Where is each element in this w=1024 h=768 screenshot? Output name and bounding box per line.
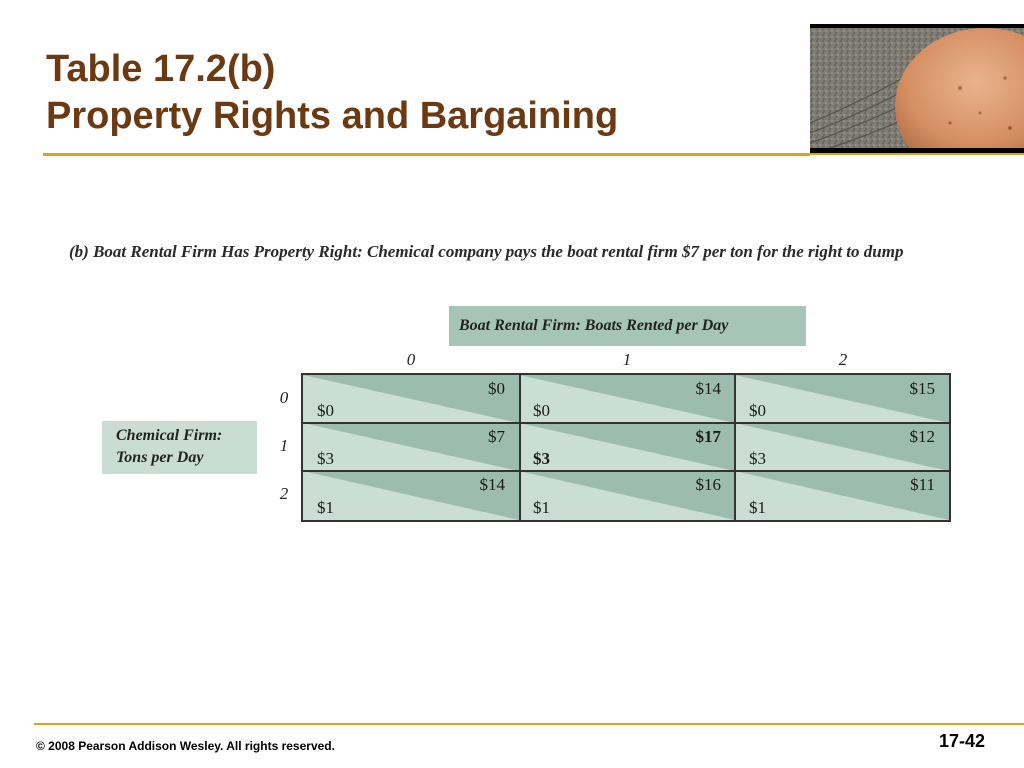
slide-title-line1: Table 17.2(b) (46, 48, 276, 90)
chemical-payoff: $0 (317, 401, 334, 420)
column-number-2: 2 (838, 350, 848, 369)
table-cell-r0-c0 (303, 375, 519, 423)
row-number-1: 1 (279, 436, 289, 455)
column-divider (519, 375, 521, 520)
slide-title-line2: Property Rights and Bargaining (46, 95, 619, 137)
title-divider-right (810, 153, 1024, 155)
boat-payoff: $14 (479, 475, 505, 494)
boat-payoff: $17 (695, 427, 721, 446)
column-divider (734, 375, 736, 520)
boat-payoff: $14 (695, 379, 721, 398)
title-divider (43, 153, 810, 156)
boat-payoff: $7 (488, 427, 505, 446)
row-divider (303, 470, 949, 472)
row-header-line2: Tons per Day (116, 449, 204, 466)
row-divider (303, 422, 949, 424)
chemical-payoff: $1 (317, 498, 334, 517)
boat-payoff: $15 (909, 379, 935, 398)
table-cell-r1-c2 (735, 423, 949, 471)
chemical-payoff: $3 (317, 449, 334, 468)
table-caption: (b) Boat Rental Firm Has Property Right: Chemical company pays the boat rental firm $7 per ton for the right to dump (69, 242, 904, 261)
table-cell-r0-c2 (735, 375, 949, 423)
table-cell-r0-c1 (519, 375, 735, 423)
table-cell-r1-c0 (303, 423, 519, 471)
column-number-0: 0 (406, 350, 416, 369)
slide-number: 17-42 (939, 731, 986, 751)
chemical-payoff: $1 (749, 498, 766, 517)
boat-payoff: $16 (695, 475, 721, 494)
table-cell-r1-c1 (519, 423, 735, 471)
footer-divider (34, 723, 1024, 725)
column-header-label: Boat Rental Firm: Boats Rented per Day (449, 306, 806, 346)
chemical-payoff: $0 (533, 401, 550, 420)
row-number-2: 2 (279, 484, 289, 503)
row-number-0: 0 (279, 388, 289, 407)
chemical-payoff: $1 (533, 498, 550, 517)
rock-sand-photo (810, 24, 1024, 153)
row-header-label (102, 421, 257, 474)
chemical-payoff: $0 (749, 401, 766, 420)
slide-title (46, 46, 618, 140)
chemical-payoff: $3 (749, 449, 766, 468)
boat-payoff: $12 (909, 427, 935, 446)
table-cell-r2-c1 (519, 471, 735, 520)
table-cell-r2-c0 (303, 471, 519, 520)
chemical-payoff: $3 (533, 449, 550, 468)
payoff-table (301, 373, 951, 522)
row-header-line1: Chemical Firm: (116, 427, 223, 444)
column-number-1: 1 (622, 350, 632, 369)
boat-payoff: $0 (488, 379, 505, 398)
copyright-notice: © 2008 Pearson Addison Wesley. All rights reserved. (36, 739, 335, 753)
boat-payoff: $11 (910, 475, 935, 494)
table-cell-r2-c2 (735, 471, 949, 520)
